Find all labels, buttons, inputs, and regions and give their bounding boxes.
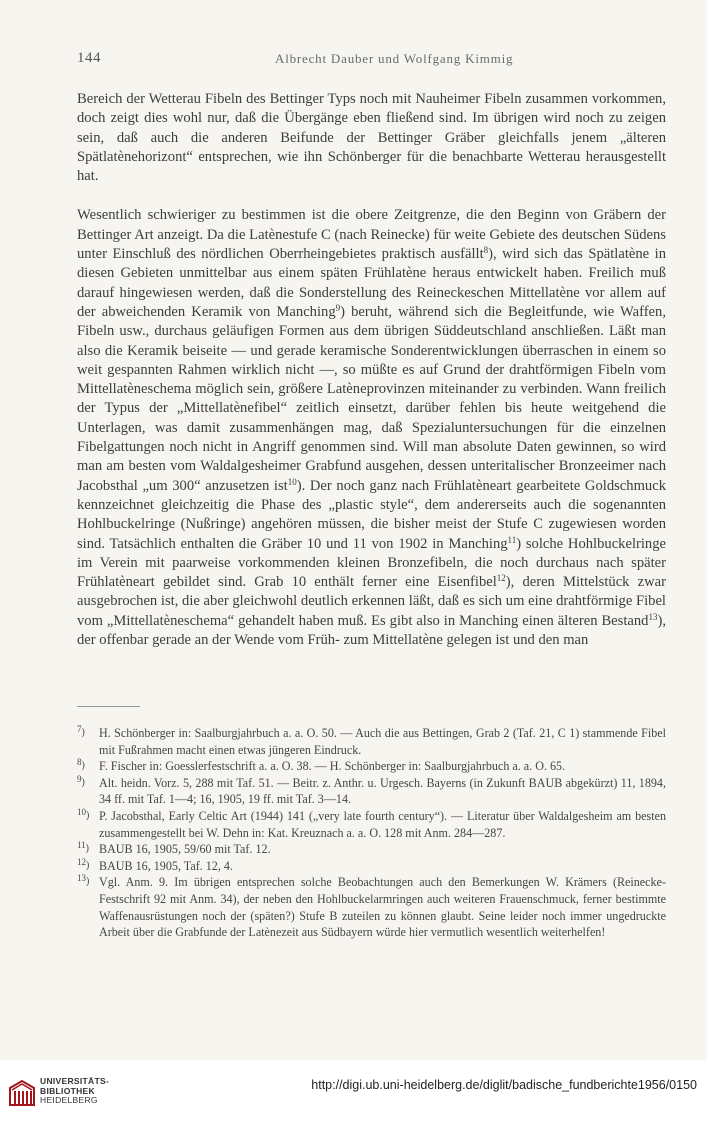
page-header	[77, 50, 667, 68]
footnote-divider	[77, 706, 140, 707]
library-name	[40, 1077, 109, 1106]
footnote-ref: 10	[287, 476, 297, 487]
page-number: 144	[77, 50, 101, 66]
footnote-text: P. Jacobsthal, Early Celtic Art (1944) 141 („very late fourth century“). — Literatur über Waldalgesheim am besten zusammengestellt bei W. Dehn in: Kat. Kreuznach a. a. O. 128 mit Anm. 284—287.	[99, 808, 666, 840]
viewer-footer	[0, 1060, 707, 1121]
text-run: ), der offenbar gerade an der Wende vom Früh- zum Mittellatène gelegen ist und den man	[77, 612, 666, 649]
footnote	[77, 808, 666, 841]
body-text	[77, 90, 666, 650]
footnote-mark: $^7$)	[77, 724, 85, 738]
footnote-mark: $^{13}$)	[77, 873, 90, 888]
permalink-url[interactable]: http://digi.ub.uni-heidelberg.de/diglit/badische_fundberichte1956/0150	[311, 1078, 697, 1092]
footnote-ref: 8	[483, 245, 489, 256]
footnote-text: F. Fischer in: Goesslerfestschrift a. a. O. 38. — H. Schönberger in: Saalburgjahrbuch a. a. O. 65.	[99, 759, 566, 774]
library-name-line: UNIVERSITÄTS-	[40, 1076, 110, 1086]
text-run: Wesentlich schwieriger zu bestimmen ist die obere Zeitgrenze, die den Beginn von Gräbern der Bettinger Art anzeigt. Da die Latènestufe C (nach Reinecke) für weite Gebiete des deutschen Südens unter Einschluß des nördlichen Oberrheingebietes praktisch ausfällt	[77, 207, 666, 263]
text-run: ) beruht, während sich die Begleitfunde, wie Waffen, Fibeln usw., durchaus geläufigen Formen aus dem übrigen Süddeutschland anschließen. Läßt man also die Keramik beiseite — und gerade keramische Sonderentwicklungen überraschen in einem so weit gespannten Rahmen wirklich nicht —, so müßte es auf Grund der drahtförmigen Fibeln vom Mittellatèneschema möglich sein, größere Latèneprovinzen miteinander zu verbinden. Wann freilich der Typus der „Mittellatènefibel“ zeitlich einsetzt, darüber fehlen bis heute weitgehend die Unterlagen, was damit zusammenhängen mag, daß Spezialuntersuchungen für die einzelnen Fibelgattungen noch nicht in Angriff genommen sind. Will man absolute Daten gewinnen, so wird man am besten vom Waldalgesheimer Grabfund ausgehen, dessen unteritalischer Bronzeeimer nach Jacobsthal „um 300“ anzusetzen ist	[77, 303, 666, 494]
footnote-text: BAUB 16, 1905, 59/60 mit Taf. 12.	[99, 842, 271, 857]
footnote-mark: $^{12}$)	[77, 856, 90, 871]
footnote-mark: $^{10}$)	[77, 806, 90, 821]
footnote-text: Vgl. Anm. 9. Im übrigen entsprechen solche Beobachtungen auch den Bemerkungen W. Krämers (Reinecke-Festschrift 92 mit Anm. 34), der neben den Hohlbuckelarmringen auch weiteren Frauenschmuck, ferner bestimmte Waffenausrüstungen noch der (späten?) Stufe B zuteilen zu können glaubt. Seine leider noch immer ungedruckte Arbeit über die Grabfunde der Latènezeit aus Südbayern würde hier vermutlich wesentlich weiterhelfen!	[99, 875, 666, 940]
footnote-mark: $^8$)	[77, 757, 85, 772]
footnote	[77, 775, 666, 808]
footnote-mark: $^{11}$)	[77, 840, 90, 855]
footnote	[77, 858, 666, 875]
footnote-ref: 11	[507, 534, 517, 545]
text-run: ), wird sich das Spätlatène in diesen Gebieten unmittelbar aus einem späten Frühlatène heraus entwickelt haben. Freilich muß darauf hingewiesen werden, daß die Sonderstellung des Reineckeschen Mittellatène vor allem auf der abweichenden Keramik von Manching	[77, 246, 666, 320]
paragraph	[77, 206, 666, 650]
footnote-text: H. Schönberger in: Saalburgjahrbuch a. a. O. 50. — Auch die aus Bettingen, Grab 2 (Taf. 21, C 1) stammende Fibel mit Fußrahmen macht einen etwas jüngeren Eindruck.	[99, 726, 666, 757]
footnote-text: BAUB 16, 1905, Taf. 12, 4.	[99, 858, 233, 873]
paragraph: Bereich der Wetterau Fibeln des Bettinger Typs noch mit Nauheimer Fibeln zusammen vorkommen, doch zeigt dies wohl nur, daß die Übergänge eben fließend sind. Im übrigen wird noch zu zeigen sein, daß auch die anderen Beifunde der Bettinger Gräber gleichfalls jenem „älteren Spätlatènehorizont“ entsprechen, wie ihn Schönberger für die benachbarte Wetterau herausgestellt hat.	[77, 91, 666, 185]
footnote	[77, 874, 666, 940]
footnote-ref: 9	[335, 302, 341, 313]
library-name-line: HEIDELBERG	[40, 1095, 98, 1106]
text-run: ) solche Hohlbuckelringe im Verein mit paarweise vorkommenden kleinen Bronzefibeln, die noch durchaus nach später Frühlatèneart gebildet sind. Grab 10 enthält ferner eine Eisenfibel	[77, 535, 667, 591]
text-run: ), deren Mittelstück zwar ausgebrochen ist, die aber gleichwohl deutlich erkennen läßt, daß es sich um eine drahtförmige Fibel vom „Mittellatèneschema“ gehandelt haben muß. Es gibt also in Manching einen älteren Bestand	[77, 574, 666, 629]
library-name-line: BIBLIOTHEK	[40, 1085, 95, 1096]
footnote	[77, 758, 666, 775]
footnote-ref: 12	[496, 573, 506, 584]
footnotes	[77, 725, 666, 941]
footnote-text: Alt. heidn. Vorz. 5, 288 mit Taf. 51. — Beitr. z. Anthr. u. Urgesch. Bayerns (in Zukunft BAUB abgekürzt) 11, 1894, 34 ff. mit Taf. 1—4; 16, 1905, 19 ff. mit Taf. 3—14.	[99, 775, 666, 807]
footnote	[77, 841, 666, 858]
text-run: ). Der noch ganz nach Frühlatèneart gearbeitete Goldschmuck kennzeichnet gleichzeitig die Phase des „plastic style“, dem andererseits auch die sogenannten Hohlbuckelringe (Nußringe) angehören müssen, die bisher meist der Stufe C zugewiesen worden sind. Tatsächlich enthalten die Gräber 10 und 11 von 1902 in Manching	[77, 477, 666, 552]
footnote	[77, 725, 666, 758]
footnote-ref: 13	[648, 611, 658, 622]
university-library-logo-icon[interactable]	[7, 1078, 37, 1108]
footnote-mark: $^9$)	[77, 773, 85, 788]
running-head: Albrecht Dauber und Wolfgang Kimmig	[275, 51, 514, 66]
